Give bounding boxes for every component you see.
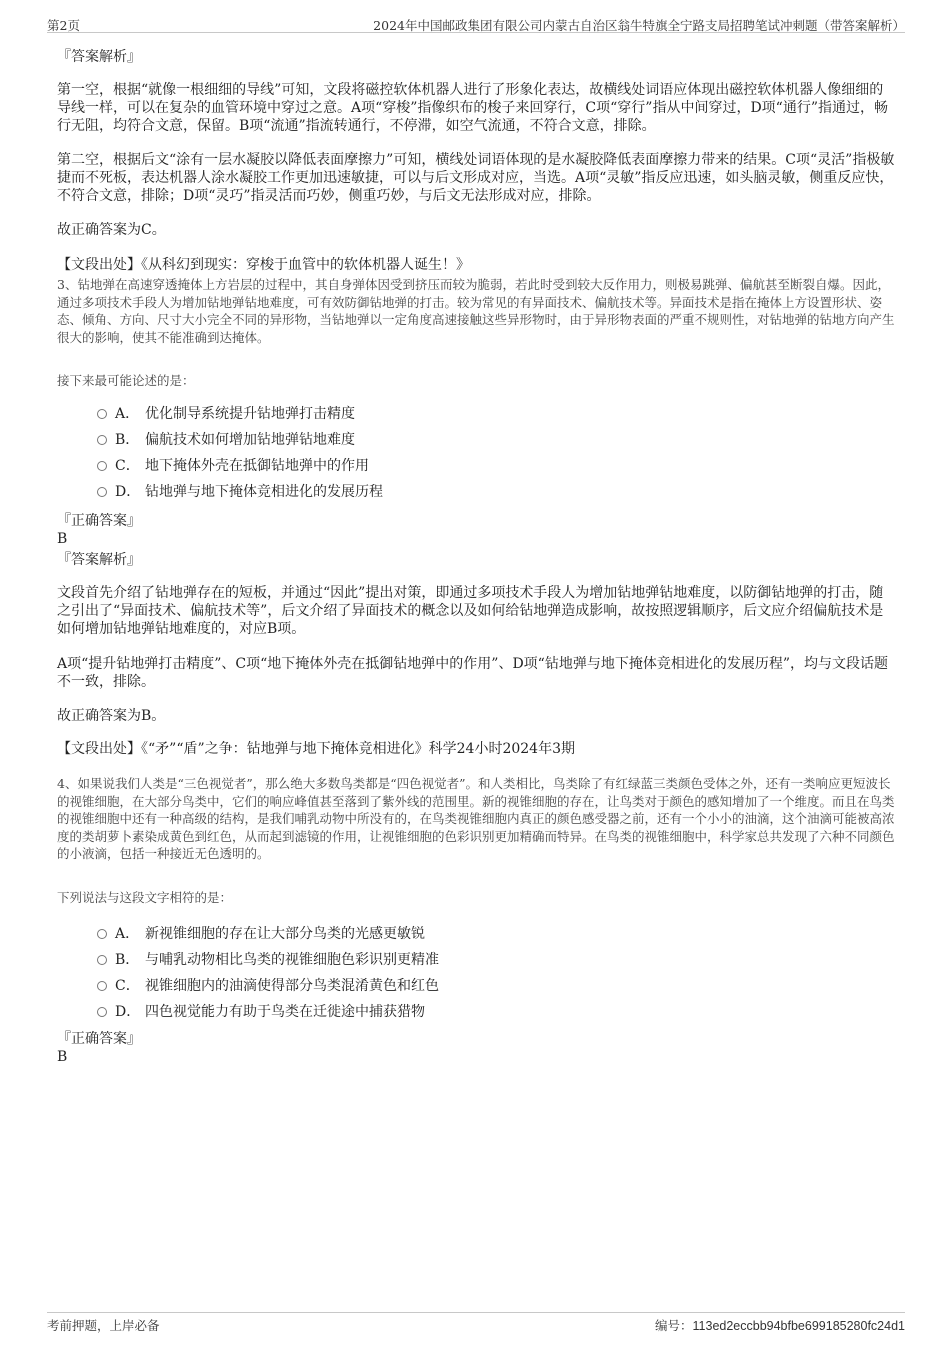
q4-option-a[interactable]: A． 新视锥细胞的存在让大部分鸟类的光感更敏锐 <box>97 925 425 943</box>
q3-option-c[interactable]: C． 地下掩体外壳在抵御钻地弹中的作用 <box>97 457 369 475</box>
radio-icon[interactable] <box>97 929 107 939</box>
q3-correct-label: 『正确答案』 <box>57 513 141 529</box>
q4-stem: 4、如果说我们人类是“三色视觉者”，那么绝大多数鸟类都是“四色视觉者”。和人类相比，鸟类除了有红绿蓝三类颜色受体之外，还有一类响应更短波长的视锥细胞，在大部分鸟类中，它们的响应峰值甚至落到了紫外线的范围里。新的视锥细胞的存在，让鸟类对于颜色的感知增加了一个维度。而且在鸟类的视锥细胞中还有一种高级的结构，是我们哺乳动物中所没有的，在鸟类视锥细胞内真正的颜色感受器之前，还有一个小小的油滴，这个油滴可能被高浓度的类胡萝卜素染成黄色到红色，从而起到滤镜的作用，让视锥细胞的色彩识别更加精确而特异。在鸟类的视锥细胞中，科学家总共发现了六种不同颜色的小液滴，包括一种接近无色透明的。 <box>57 776 895 861</box>
radio-icon[interactable] <box>97 981 107 991</box>
q3-source <box>57 740 895 758</box>
footer-code-value: 113ed2eccbb94bfbe699185280fc24d1 <box>692 1319 905 1333</box>
footer-code <box>655 1316 905 1334</box>
q2-analysis-paragraph-2: 第二空，根据后文“涂有一层水凝胶以降低表面摩擦力”可知，横线处词语体现的是水凝胶降低表面摩擦力带来的结果。C项“灵活”指极敏捷而不死板，表达机器人涂水凝胶工作更加迅速敏捷，可以与后文形成对应，当选。A项“灵敏”指反应迅速，如头脑灵敏，侧重反应快，不符合文意，排除；D项“灵巧”指灵活而巧妙，侧重巧妙，与后文无法形成对应，排除。 <box>57 152 895 204</box>
document-title: 2024年中国邮政集团有限公司内蒙古自治区翁牛特旗全宁路支局招聘笔试冲刺题（带答案解析） <box>373 18 905 33</box>
q2-source-text: 《从科幻到现实：穿梭于血管中的软体机器人诞生！》 <box>141 257 470 273</box>
radio-icon[interactable] <box>97 409 107 419</box>
q3-option-d[interactable]: D． 钻地弹与地下掩体竞相进化的发展历程 <box>97 483 383 501</box>
source-label: 【文段出处】 <box>57 257 141 273</box>
q2-conclusion: 故正确答案为C。 <box>57 222 166 238</box>
q3-analysis-paragraph-1: 文段首先介绍了钻地弹存在的短板，并通过“因此”提出对策，即通过多项技术手段人为增加钻地弹钻地难度，以防御钻地弹的打击，随之引出了“异面技术、偏航技术等”，后文介绍了异面技术的概念以及如何给钻地弹造成影响，故按照逻辑顺序，后文应介绍偏航技术是如何增加钻地弹钻地难度的，对应B项。 <box>57 585 884 637</box>
q4-option-d[interactable]: D． 四色视觉能力有助于鸟类在迁徙途中捕获猎物 <box>97 1003 425 1021</box>
q3-source-text: 《“矛”“盾”之争：钻地弹与地下掩体竞相进化》科学24小时2024年3期 <box>141 741 575 757</box>
q4-prompt: 下列说法与这段文字相符的是： <box>57 890 233 905</box>
radio-icon[interactable] <box>97 435 107 445</box>
radio-icon[interactable] <box>97 1007 107 1017</box>
q3-option-a[interactable]: A． 优化制导系统提升钻地弹打击精度 <box>97 405 355 423</box>
radio-icon[interactable] <box>97 461 107 471</box>
q3-prompt: 接下来最可能论述的是： <box>57 373 195 388</box>
page-number: 第2页 <box>47 18 80 33</box>
q2-analysis-paragraph-1: 第一空，根据“就像一根细细的导线”可知，文段将磁控软体机器人进行了形象化表达，故横线处词语应体现出磁控软体机器人像细细的导线一样，可以在复杂的血管环境中穿过之意。A项“穿梭”指像织布的梭子来回穿行，C项“穿行”指从中间穿过，D项“通行”指通过，畅行无阻，均符合文意，保留。B项“流通”指流转通行，不停滞，如空气流通，不符合文意，排除。 <box>57 82 888 134</box>
source-label: 【文段出处】 <box>57 741 141 757</box>
footer-code-label: 编号： <box>655 1318 693 1333</box>
radio-icon[interactable] <box>97 955 107 965</box>
q3-analysis-paragraph-2: A项“提升钻地弹打击精度”、C项“地下掩体外壳在抵御钻地弹中的作用”、D项“钻地弹与地下掩体竞相进化的发展历程”，均与文段话题不一致，排除。 <box>57 656 888 690</box>
footer-slogan: 考前押题，上岸必备 <box>47 1318 160 1333</box>
q4-option-c[interactable]: C． 视锥细胞内的油滴使得部分鸟类混淆黄色和红色 <box>97 977 439 995</box>
q2-source <box>57 256 895 274</box>
q4-option-b[interactable]: B． 与哺乳动物相比鸟类的视锥细胞色彩识别更精准 <box>97 951 439 969</box>
q4-answer: B <box>57 1049 68 1065</box>
q3-stem: 3、钻地弹在高速穿透掩体上方岩层的过程中，其自身弹体因受到挤压而较为脆弱，若此时受到较大反作用力，则极易跳弹、偏航甚至断裂自爆。因此，通过多项技术手段人为增加钻地弹钻地难度，可有效防御钻地弹的打击。较为常见的有异面技术、偏航技术等。异面技术是指在掩体上方设置形状、姿态、倾角、方向、尺寸大小完全不同的异形物，当钻地弹以一定角度高速接触这些异形物时，由于异形物表面的严重不规则性，对钻地弹的钻地方向产生很大的影响，使其不能准确到达掩体。 <box>57 277 895 345</box>
q3-option-b[interactable]: B． 偏航技术如何增加钻地弹钻地难度 <box>97 431 355 449</box>
q3-analysis-label: 『答案解析』 <box>57 552 141 568</box>
page-footer <box>47 1312 905 1333</box>
q4-correct-label: 『正确答案』 <box>57 1031 141 1047</box>
q3-conclusion: 故正确答案为B。 <box>57 708 166 724</box>
q3-answer: B <box>57 531 68 547</box>
q2-analysis-label: 『答案解析』 <box>57 49 141 65</box>
radio-icon[interactable] <box>97 487 107 497</box>
page-header <box>47 14 905 33</box>
